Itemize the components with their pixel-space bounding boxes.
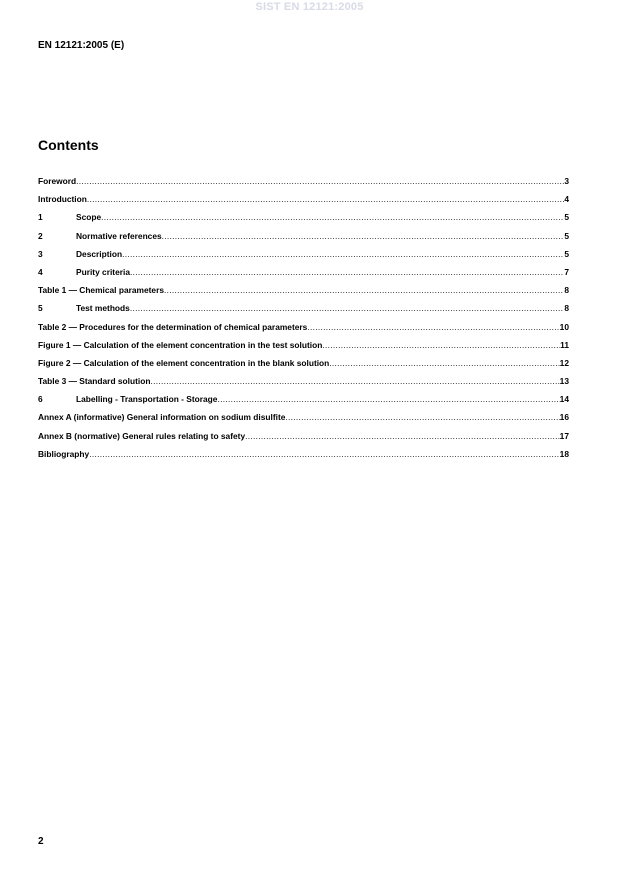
toc-entry-scope[interactable]: [38, 212, 569, 230]
toc-entry-title: Labelling - Transportation - Storage: [76, 394, 218, 405]
toc-entry-page: 8: [564, 285, 569, 296]
toc-entry-title: Table 2 — Procedures for the determination of chemical parameters: [38, 321, 308, 332]
watermark: SIST EN 12121:2005: [255, 1, 364, 13]
toc-dot-leader: [76, 176, 564, 186]
toc-entry-number: 4: [38, 266, 43, 277]
toc-entry-page: 11: [560, 339, 569, 350]
toc-entry-page: 3: [564, 176, 569, 186]
toc-entry-title: Test methods: [76, 303, 130, 314]
toc-dot-leader: [307, 322, 559, 332]
toc-entry-page: 13: [559, 376, 569, 387]
toc-entry-normative-references[interactable]: [38, 231, 569, 249]
toc-entry-title: Normative references: [76, 230, 162, 241]
toc-entry-title: Annex B (normative) General rules relating to safety: [38, 430, 246, 441]
toc-entry-number: 5: [38, 303, 43, 314]
toc-entry-page: 4: [564, 194, 569, 205]
toc-entry-page: 14: [559, 394, 569, 405]
toc-entry-figure-2[interactable]: [38, 358, 569, 376]
toc-entry-page: 16: [559, 412, 569, 423]
toc-entry-number: 1: [38, 212, 43, 223]
toc-entry-title: Table 1 — Chemical parameters: [38, 285, 164, 296]
toc-dot-leader: [101, 212, 564, 222]
toc-dot-leader: [329, 358, 559, 368]
toc-entry-title: Scope: [76, 212, 102, 223]
toc-entry-description[interactable]: [38, 249, 569, 267]
toc-entry-page: 12: [559, 357, 569, 368]
toc-dot-leader: [162, 231, 565, 241]
toc-entry-foreword[interactable]: [38, 176, 569, 194]
toc-entry-table-3[interactable]: [38, 376, 569, 394]
toc-entry-annex-b[interactable]: [38, 431, 569, 449]
toc-dot-leader: [164, 285, 564, 295]
page-number: 2: [38, 836, 44, 847]
toc-entry-introduction[interactable]: [38, 194, 569, 212]
toc-entry-title: Introduction: [38, 194, 87, 205]
toc-dot-leader: [130, 303, 565, 313]
toc-dot-leader: [89, 449, 559, 459]
toc-dot-leader: [122, 249, 564, 259]
document-id-header: EN 12121:2005 (E): [38, 40, 125, 51]
toc-entry-labelling[interactable]: [38, 394, 569, 412]
toc-dot-leader: [285, 412, 559, 422]
toc-entry-table-1[interactable]: [38, 285, 569, 303]
toc-entry-test-methods[interactable]: [38, 303, 569, 321]
toc-entry-page: 5: [564, 212, 569, 223]
toc-entry-page: 5: [564, 248, 569, 259]
toc-dot-leader: [130, 267, 564, 277]
toc-entry-purity-criteria[interactable]: [38, 267, 569, 285]
toc-entry-figure-1[interactable]: [38, 340, 569, 358]
toc-entry-page: 10: [559, 321, 569, 332]
toc-dot-leader: [150, 376, 559, 386]
toc-entry-title: Bibliography: [38, 448, 90, 459]
toc-dot-leader: [87, 194, 564, 204]
toc-dot-leader: [322, 340, 560, 350]
toc-entry-title: Foreword: [38, 176, 77, 186]
toc-entry-title: Annex A (informative) General information on sodium disulfite: [38, 412, 286, 423]
toc-entry-title: Table 3 — Standard solution: [38, 376, 151, 387]
toc-entry-title: Purity criteria: [76, 266, 130, 277]
toc-entry-annex-a[interactable]: [38, 412, 569, 430]
toc-entry-page: 8: [564, 303, 569, 314]
toc-entry-page: 7: [564, 266, 569, 277]
contents-title: Contents: [38, 137, 99, 153]
toc-dot-leader: [245, 431, 560, 441]
toc-entry-page: 5: [564, 230, 569, 241]
toc-entry-page: 18: [559, 448, 569, 459]
toc-entry-page: 17: [559, 430, 569, 441]
toc-entry-number: 2: [38, 230, 43, 241]
toc-entry-number: 6: [38, 394, 43, 405]
table-of-contents: [38, 176, 569, 467]
toc-entry-title: Description: [76, 248, 123, 259]
toc-entry-bibliography[interactable]: [38, 449, 569, 467]
toc-entry-table-2[interactable]: [38, 322, 569, 340]
toc-dot-leader: [217, 394, 559, 404]
toc-entry-title: Figure 2 — Calculation of the element concentration in the blank solution: [38, 357, 330, 368]
toc-entry-title: Figure 1 — Calculation of the element concentration in the test solution: [38, 339, 323, 350]
toc-entry-number: 3: [38, 248, 43, 259]
